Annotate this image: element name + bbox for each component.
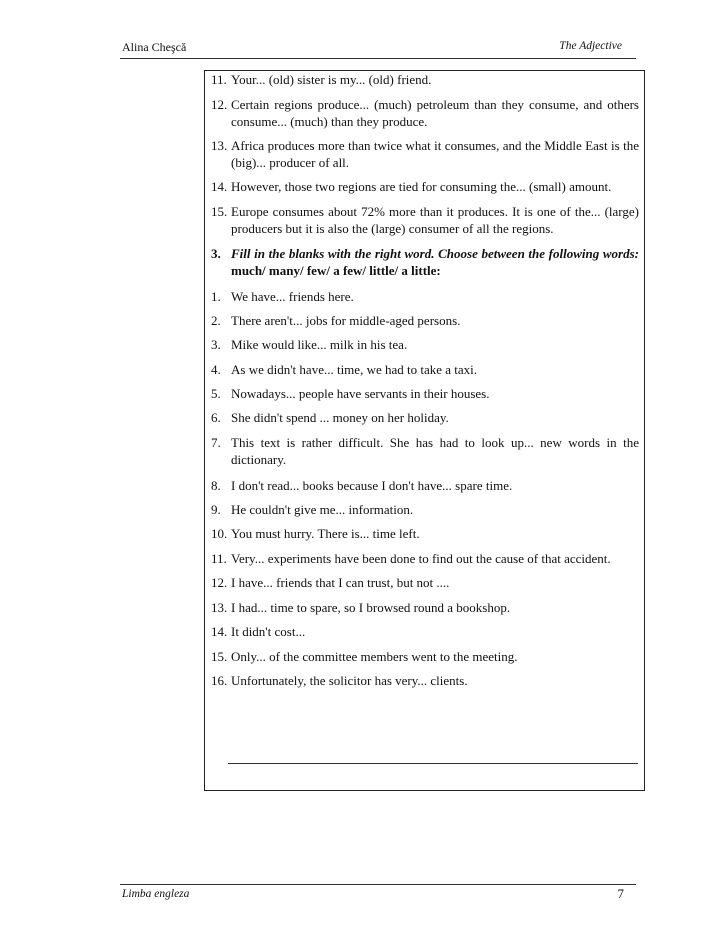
list-item: [211, 336, 639, 353]
item-text: Certain regions produce... (much) petroleum than they consume, and others consume... (much) than they produce.: [231, 97, 639, 129]
item-text: We have... friends here.: [231, 289, 354, 304]
list-item: [211, 137, 639, 171]
list-item: [211, 623, 639, 640]
item-number: 1.: [211, 289, 221, 304]
page-header-author: Alina Cheşcă: [122, 40, 187, 54]
item-number: 7.: [211, 435, 221, 450]
item-text: Very... experiments have been done to find out the cause of that accident.: [231, 551, 611, 566]
list-item: [211, 96, 639, 130]
item-text: He couldn't give me... information.: [231, 502, 414, 517]
item-number: 15.: [211, 649, 228, 664]
item-text: Africa produces more than twice what it consumes, and the Middle East is the (big)... producer of all.: [231, 138, 639, 170]
item-number: 4.: [211, 362, 221, 377]
item-number: 12.: [211, 575, 228, 590]
footer-divider: [120, 884, 636, 885]
list-item: [211, 525, 639, 542]
item-text: I have... friends that I can trust, but not ....: [231, 575, 450, 590]
item-text: Only... of the committee members went to the meeting.: [231, 649, 518, 664]
item-number: 12.: [211, 97, 228, 112]
list-item: [211, 574, 639, 591]
exercise-heading: [211, 245, 639, 279]
item-number: 8.: [211, 478, 221, 493]
item-text: Unfortunately, the solicitor has very... clients.: [231, 673, 468, 688]
exercise-number: 3.: [211, 246, 221, 261]
header-divider: [120, 58, 636, 59]
exercise-word-choices: much/ many/ few/ a few/ little/ a little:: [231, 263, 441, 278]
item-number: 9.: [211, 502, 221, 517]
list-item: [211, 203, 639, 237]
item-text: I don't read... books because I don't have... spare time.: [231, 478, 513, 493]
list-item: [211, 672, 639, 689]
list-item: [211, 178, 639, 195]
exercise-instruction: Fill in the blanks with the right word. Choose between the following words:: [231, 246, 639, 261]
page-header-title: The Adjective: [559, 40, 622, 52]
item-text: It didn't cost...: [231, 624, 306, 639]
page-number: 7: [617, 886, 624, 901]
item-text: I had... time to spare, so I browsed round a bookshop.: [231, 600, 511, 615]
list-item: [211, 361, 639, 378]
footer-subject: Limba engleza: [122, 888, 190, 900]
list-item: [211, 477, 639, 494]
list-item: [211, 385, 639, 402]
list-item: [211, 434, 639, 468]
item-number: 13.: [211, 600, 228, 615]
list-item: [211, 288, 639, 305]
list-item: [211, 71, 639, 88]
list-item: [211, 550, 639, 567]
item-number: 14.: [211, 179, 228, 194]
list-item: [211, 599, 639, 616]
item-number: 6.: [211, 410, 221, 425]
item-number: 11.: [211, 72, 227, 87]
list-item: [211, 501, 639, 518]
item-text: As we didn't have... time, we had to take a taxi.: [231, 362, 478, 377]
item-number: 13.: [211, 138, 228, 153]
item-number: 3.: [211, 337, 221, 352]
item-text: You must hurry. There is... time left.: [231, 526, 420, 541]
answer-line: [228, 763, 638, 764]
item-text: Your... (old) sister is my... (old) friend.: [231, 72, 432, 87]
list-item: [211, 312, 639, 329]
item-number: 11.: [211, 551, 227, 566]
item-text: Europe consumes about 72% more than it produces. It is one of the... (large) producers but it is also the (large) consumer of all the regions.: [231, 204, 639, 236]
item-text: Nowadays... people have servants in their houses.: [231, 386, 490, 401]
item-text: She didn't spend ... money on her holiday.: [231, 410, 449, 425]
item-number: 14.: [211, 624, 228, 639]
item-number: 15.: [211, 204, 228, 219]
item-number: 10.: [211, 526, 228, 541]
item-text: There aren't... jobs for middle-aged persons.: [231, 313, 461, 328]
list-item: [211, 648, 639, 665]
item-number: 5.: [211, 386, 221, 401]
item-text: However, those two regions are tied for consuming the... (small) amount.: [231, 179, 612, 194]
item-text: This text is rather difficult. She has had to look up... new words in the dictionary.: [231, 435, 639, 467]
item-number: 16.: [211, 673, 228, 688]
list-item: [211, 409, 639, 426]
item-text: Mike would like... milk in his tea.: [231, 337, 408, 352]
item-number: 2.: [211, 313, 221, 328]
